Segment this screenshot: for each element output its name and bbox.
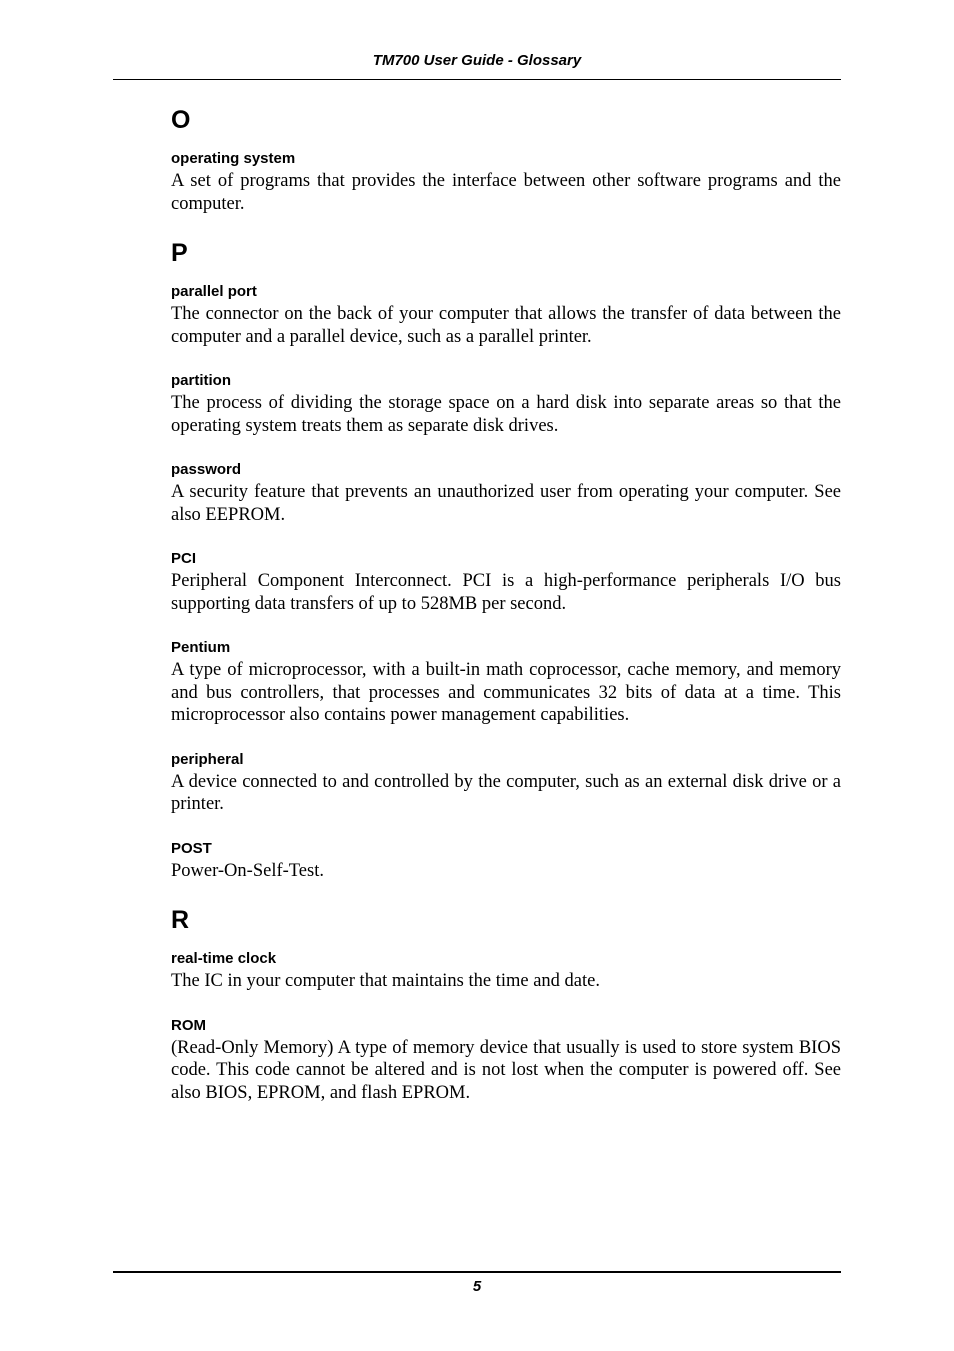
glossary-term: parallel port [171, 283, 257, 300]
glossary-term: partition [171, 372, 231, 389]
glossary-section-o [171, 104, 841, 215]
section-letter: R [171, 906, 190, 934]
glossary-definition: A set of programs that provides the interface between other software programs and the computer. [171, 171, 841, 214]
glossary-definition: The process of dividing the storage space on a hard disk into separate areas so that the operating system treats them as separate disk drives. [171, 393, 841, 436]
section-letter: P [171, 239, 188, 267]
glossary-entry [171, 281, 841, 348]
glossary-entry [171, 1015, 841, 1105]
glossary-entry [171, 749, 841, 816]
glossary-content [171, 104, 841, 1126]
glossary-term: ROM [171, 1016, 206, 1034]
glossary-definition: (Read-Only Memory) A type of memory device that usually is used to store system BIOS code. This code cannot be altered and is not lost when the computer is powered off. See also BIOS, EPROM, and flash EPROM. [171, 1037, 841, 1103]
page-header: TM700 User Guide - Glossary [372, 52, 582, 69]
glossary-definition: Power-On-Self-Test. [171, 860, 324, 881]
glossary-entry [171, 948, 841, 993]
footer-rule [113, 1271, 841, 1273]
glossary-entry [171, 370, 841, 437]
glossary-section-r [171, 904, 841, 1104]
page-number: 5 [472, 1278, 482, 1295]
glossary-definition: A type of microprocessor, with a built-in math coprocessor, cache memory, and memory and bus controllers, that processes and communicates 32 bits of data at a time. This microprocessor also contains power management capabilities. [171, 660, 841, 725]
glossary-term: POST [171, 839, 212, 857]
glossary-definition: A security feature that prevents an unauthorized user from operating your computer. See also EEPROM. [171, 482, 841, 525]
glossary-term: Pentium [171, 639, 231, 656]
glossary-term: real-time clock [171, 950, 277, 967]
header-rule [113, 79, 841, 80]
glossary-term: peripheral [171, 750, 244, 768]
glossary-term: PCI [171, 550, 197, 567]
glossary-entry [171, 148, 841, 215]
glossary-definition: The IC in your computer that maintains the time and date. [171, 971, 600, 991]
section-letter: O [171, 106, 191, 134]
glossary-term: password [171, 461, 242, 478]
glossary-entry [171, 838, 841, 883]
glossary-entry [171, 637, 841, 727]
glossary-definition: A device connected to and controlled by the computer, such as an external disk drive or a printer. [171, 771, 841, 814]
glossary-entry [171, 548, 841, 615]
glossary-term: operating system [171, 150, 296, 167]
glossary-definition: Peripheral Component Interconnect. PCI is a high-performance peripherals I/O bus supporting data transfers of up to 528MB per second. [171, 571, 841, 614]
glossary-entry [171, 459, 841, 526]
glossary-section-p [171, 237, 841, 882]
glossary-definition: The connector on the back of your computer that allows the transfer of data between the computer and a parallel device, such as a parallel printer. [171, 304, 841, 347]
